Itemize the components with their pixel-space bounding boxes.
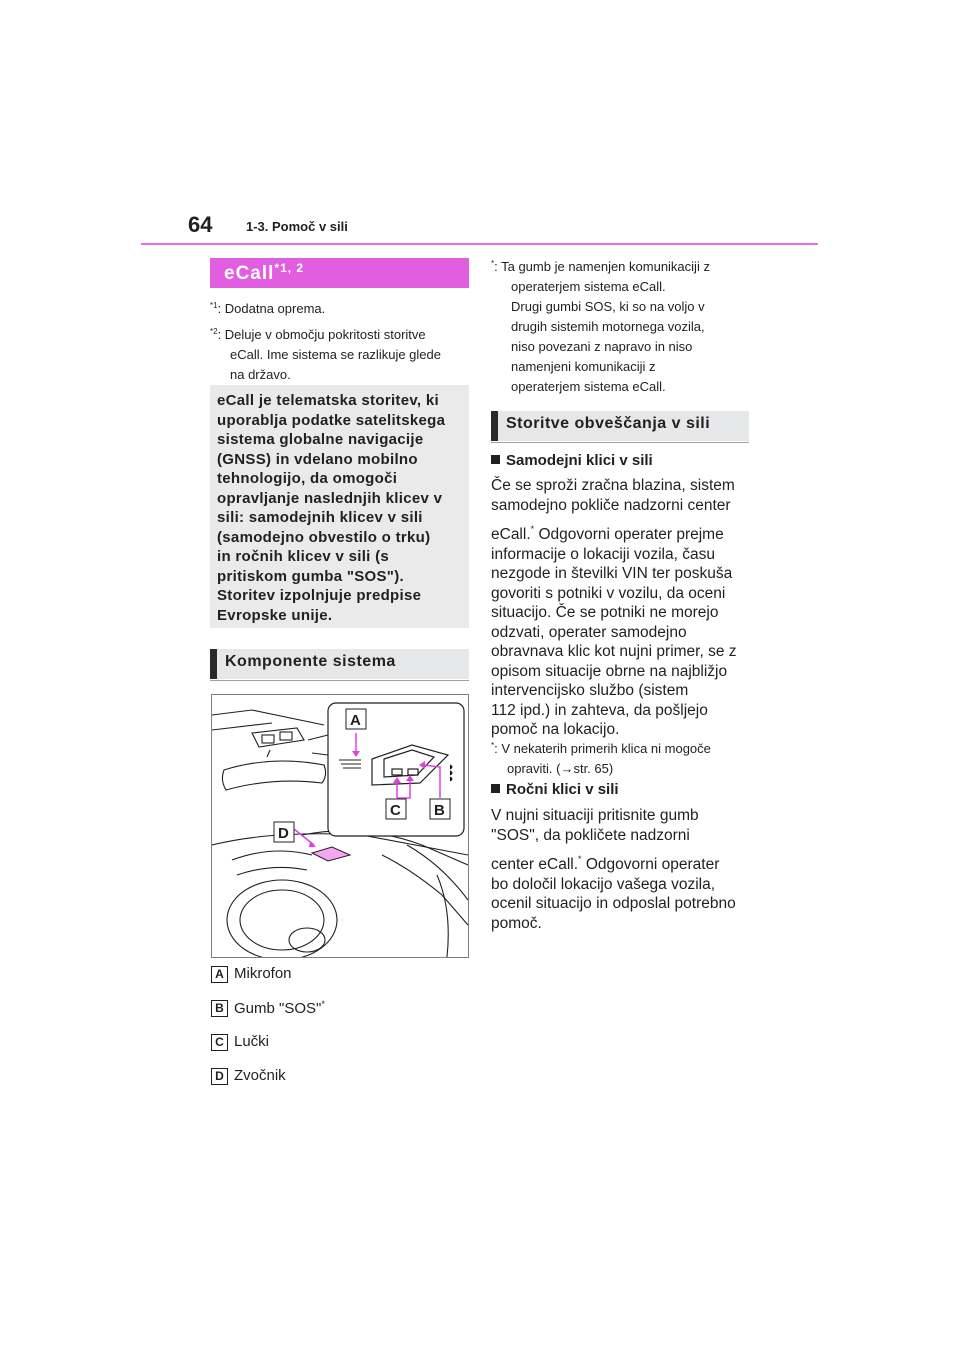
auto-calls-heading: Samodejni klici v sili [491,452,653,469]
figure-label-a: A [350,712,361,729]
header-rule [141,243,818,245]
notification-services-heading: Storitve obveščanja v sili [491,411,749,441]
intro-line: tehnologijo, da omogoči [217,470,398,487]
intro-line: (GNSS) in vdelano mobilno [217,450,418,468]
manual-calls-heading: Ročni klici v sili [491,781,619,798]
components-heading: Komponente sistema [210,649,469,679]
manual-calls-body: V nujni situaciji pritisnite gumb "SOS", da pokličete nadzorni center eCall.* Odgovorni operater bo določil lokacijo vašega vozila, ocenil situacijo in odposlal potrebno pomoč. [491,807,736,932]
footnote-1: $^{*1}$: Dodatna oprema. [210,301,326,316]
sos-button-note: *: Ta gumb je namenjen komunikaciji z operaterjem sistema eCall. Drugi gumbi SOS, ki so na voljo v drugih sistemih motornega vozila, niso povezani z napravo in niso namenjeni komunikaciji z operaterjem sistema eCall. [491,259,710,394]
footnote-2: $^{*2}$: Deluje v območju pokritosti storitve [210,327,426,342]
auto-calls-body: Če se sproži zračna blazina, sistem samodejno pokliče nadzorni center eCall.* Odgovorni operater prejme informacije o lokaciji vozila, času nezgode in številki VIN ter poskuša govoriti s potniki v vozilu, da oceni situacijo. Če se potniki ne morejo odzvati, operater samodejno obravnava klic kot nujni primer, se z opisom situacije obrne na najbližjo intervencijsko službo (sistem 112 ipd.) in zahteva, da pošljejo pomoč na lokacijo. [491,477,737,738]
square-bullet-icon [491,455,500,464]
figure-label-d: D [278,825,289,842]
ecall-title-bar [210,258,469,288]
footnote-2-cont: na državo. [230,367,291,382]
intro-line: in ročnih klicev v sili (s [217,548,390,565]
section-title: 1-3. Pomoč v sili [246,219,348,234]
heading-underline [210,680,469,681]
intro-line: eCall je telematska storitev, ki [217,392,439,409]
ecall-title: eCall [224,263,275,284]
figure-label-c: C [390,802,401,819]
intro-line: pritiskom gumba "SOS"). [217,567,404,585]
intro-line: sili: samodejnih klicev v sili [217,509,423,526]
system-components-figure [211,694,469,958]
intro-line: uporablja podatke satelitskega [217,411,446,429]
square-bullet-icon [491,784,500,793]
figure-label-b: B [434,802,445,819]
footnotes-left [210,296,472,385]
ecall-title-sup: *1, 2 [274,261,305,275]
intro-line: Storitev izpolnjuje predpise [217,587,422,604]
heading-underline [491,442,749,443]
intro-line: Evropske unije. [217,606,333,624]
intro-line: sistema globalne navigacije [217,431,424,448]
intro-line: (samodejno obvestilo o trku) [217,528,431,546]
intro-line: opravljanje naslednjih klicev v [217,489,443,507]
page-number: 64 [188,212,213,237]
dashboard-illustration [212,695,468,957]
auto-calls-footnote: *: V nekaterih primerih klica ni mogoče opraviti. (→str. 65) [491,741,711,776]
intro-box [210,385,469,628]
footnote-2-cont: eCall. Ime sistema se razlikuje glede [230,347,441,362]
